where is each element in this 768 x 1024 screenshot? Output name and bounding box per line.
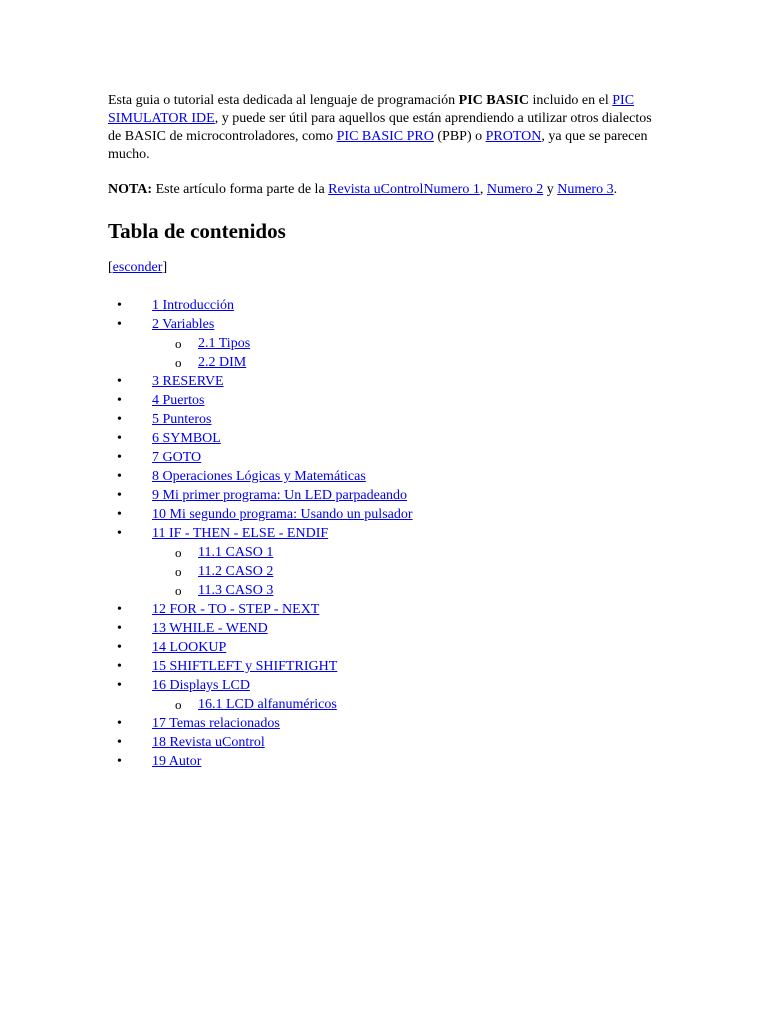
bullet-icon: • — [117, 621, 122, 636]
circle-bullet-icon: o — [175, 355, 182, 370]
link-pic-basic-pro[interactable]: PIC BASIC PRO — [336, 129, 434, 144]
bullet-icon: • — [117, 640, 122, 655]
toc-link-puertos[interactable]: 4 Puertos — [152, 393, 205, 408]
circle-bullet-icon: o — [175, 697, 182, 712]
bullet-icon: • — [117, 450, 122, 465]
toc-item — [108, 676, 668, 695]
bullet-icon: • — [117, 298, 122, 313]
toc-link-introduccion[interactable]: 1 Introducción — [152, 298, 235, 313]
toc-item — [108, 410, 668, 429]
toc-link-for-next[interactable]: 12 FOR - TO - STEP - NEXT — [152, 602, 320, 617]
circle-bullet-icon: o — [175, 545, 182, 560]
bullet-icon: • — [117, 735, 122, 750]
bullet-icon: • — [117, 526, 122, 541]
toc-item — [108, 391, 668, 410]
nota-separator-2: y — [543, 182, 558, 197]
nota-paragraph — [108, 181, 668, 199]
link-proton[interactable]: PROTON — [485, 129, 542, 144]
toc-link-temas-relacionados[interactable]: 17 Temas relacionados — [152, 716, 280, 731]
toc-item — [108, 600, 668, 619]
link-numero-3[interactable]: Numero 3 — [557, 182, 614, 197]
toc-link-punteros[interactable]: 5 Punteros — [152, 412, 212, 427]
circle-bullet-icon: o — [175, 336, 182, 351]
bullet-icon: • — [117, 716, 122, 731]
toc-link-lcd-alfanumericos[interactable]: 16.1 LCD alfanuméricos — [198, 697, 337, 712]
bullet-icon: • — [117, 469, 122, 484]
toc-link-segundo-programa[interactable]: 10 Mi segundo programa: Usando un pulsador — [152, 507, 413, 522]
toc-link-reserve[interactable]: 3 RESERVE — [152, 374, 224, 389]
toc-toggle — [108, 259, 668, 277]
bullet-icon: • — [117, 412, 122, 427]
toc-link-shiftleft[interactable]: 15 SHIFTLEFT y SHIFTRIGHT — [152, 659, 338, 674]
toc-item — [108, 448, 668, 467]
toc-item — [108, 429, 668, 448]
bullet-icon: • — [117, 602, 122, 617]
toc-link-lookup[interactable]: 14 LOOKUP — [152, 640, 227, 655]
toc-link-displays-lcd[interactable]: 16 Displays LCD — [152, 678, 250, 693]
toc-link-revista-ucontrol[interactable]: 18 Revista uControl — [152, 735, 265, 750]
intro-text-5: , ya que se parecen mucho. — [108, 129, 648, 162]
toc-subitem — [108, 353, 668, 372]
toc-toggle-close-bracket: ] — [162, 260, 168, 275]
toc-item — [108, 315, 668, 334]
intro-paragraph — [108, 92, 653, 164]
toc-toggle-open-bracket: [ — [108, 260, 113, 275]
circle-bullet-icon: o — [175, 564, 182, 579]
toc-item — [108, 733, 668, 752]
link-revista-numero-1[interactable]: Revista uControlNumero 1 — [328, 182, 480, 197]
nota-end: . — [613, 182, 618, 197]
toc-item — [108, 714, 668, 733]
toc-list — [108, 296, 668, 771]
toc-item — [108, 524, 668, 543]
toc-item — [108, 486, 668, 505]
intro-text-1: Esta guia o tutorial esta dedicada al lenguaje de programación — [108, 93, 459, 108]
toc-subitem — [108, 581, 668, 600]
bullet-icon: • — [117, 488, 122, 503]
bullet-icon: • — [117, 431, 122, 446]
toc-link-caso-3[interactable]: 11.3 CASO 3 — [198, 583, 274, 598]
toc-item — [108, 752, 668, 771]
bullet-icon: • — [117, 659, 122, 674]
toc-link-caso-2[interactable]: 11.2 CASO 2 — [198, 564, 274, 579]
bullet-icon: • — [117, 754, 122, 769]
toc-item — [108, 638, 668, 657]
circle-bullet-icon: o — [175, 583, 182, 598]
intro-text-2: incluido en el — [529, 93, 613, 108]
bullet-icon: • — [117, 317, 122, 332]
bullet-icon: • — [117, 678, 122, 693]
toc-link-while-wend[interactable]: 13 WHILE - WEND — [152, 621, 268, 636]
bullet-icon: • — [117, 374, 122, 389]
nota-label: NOTA: — [108, 182, 153, 197]
toc-link-autor[interactable]: 19 Autor — [152, 754, 202, 769]
toc-link-dim[interactable]: 2.2 DIM — [198, 355, 247, 370]
link-pic-simulator-ide[interactable]: PIC SIMULATOR IDE — [108, 93, 635, 126]
toc-link-caso-1[interactable]: 11.1 CASO 1 — [198, 545, 274, 560]
toc-link-symbol[interactable]: 6 SYMBOL — [152, 431, 221, 446]
article-body — [108, 92, 668, 771]
toc-item — [108, 296, 668, 315]
toc-hide-link[interactable]: esconder — [112, 260, 163, 275]
bullet-icon: • — [117, 507, 122, 522]
toc-item — [108, 619, 668, 638]
toc-link-goto[interactable]: 7 GOTO — [152, 450, 202, 465]
bullet-icon: • — [117, 393, 122, 408]
intro-text-4: (PBP) o — [433, 129, 486, 144]
toc-item — [108, 372, 668, 391]
toc-subitem — [108, 334, 668, 353]
toc-subitem — [108, 695, 668, 714]
toc-link-operaciones[interactable]: 8 Operaciones Lógicas y Matemáticas — [152, 469, 366, 484]
toc-link-primer-programa[interactable]: 9 Mi primer programa: Un LED parpadeando — [152, 488, 408, 503]
toc-subitem — [108, 562, 668, 581]
intro-text-3: , y puede ser útil para aquellos que están aprendiendo a utilizar otros dialectos de BASIC de microcontroladores, como — [108, 111, 652, 144]
toc-subitem — [108, 543, 668, 562]
link-numero-2[interactable]: Numero 2 — [486, 182, 544, 197]
intro-bold-pic-basic: PIC BASIC — [458, 93, 530, 108]
toc-item — [108, 467, 668, 486]
toc-link-tipos[interactable]: 2.1 Tipos — [198, 336, 251, 351]
nota-separator-1: , — [479, 182, 487, 197]
toc-item — [108, 657, 668, 676]
nota-text: Este artículo forma parte de la — [152, 182, 329, 197]
toc-link-if-then-else[interactable]: 11 IF - THEN - ELSE - ENDIF — [152, 526, 329, 541]
toc-heading: Tabla de contenidos — [108, 219, 286, 243]
toc-item — [108, 505, 668, 524]
toc-link-variables[interactable]: 2 Variables — [152, 317, 215, 332]
